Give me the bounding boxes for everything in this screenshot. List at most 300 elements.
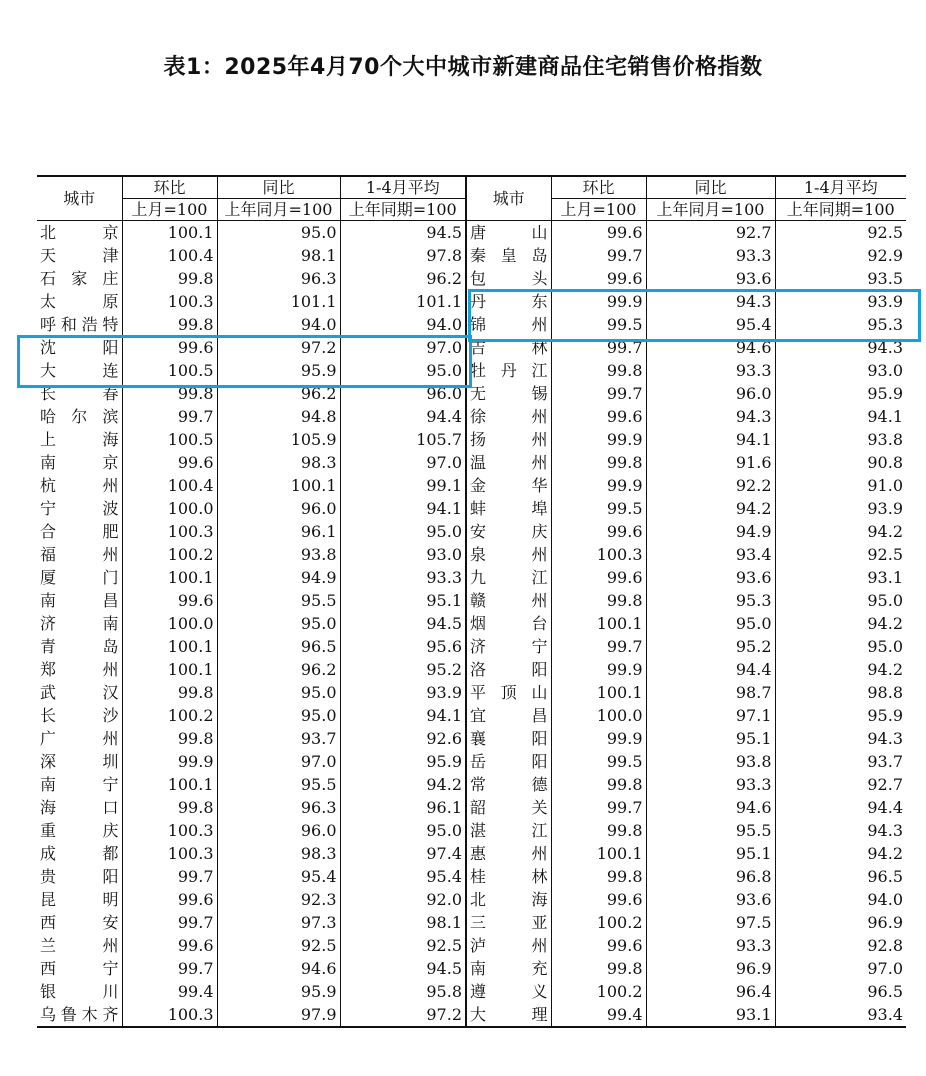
city-name-left: 哈尔滨 <box>40 407 119 426</box>
city-name-left: 北京 <box>40 223 119 242</box>
avg-value-left: 93.9 <box>340 681 466 704</box>
city-name-right: 赣州 <box>466 589 551 612</box>
avg-value-right: 95.0 <box>775 589 906 612</box>
avg-value-right: 93.7 <box>775 750 906 773</box>
yoy-value-left: 96.3 <box>217 796 340 819</box>
mom-value-left: 100.3 <box>122 520 217 543</box>
table-row <box>37 819 906 842</box>
avg-value-left: 92.6 <box>340 727 466 750</box>
city-name-left: 西安 <box>40 913 119 932</box>
mom-value-right: 99.6 <box>551 934 646 957</box>
mom-value-right: 99.9 <box>551 428 646 451</box>
yoy-value-right: 94.4 <box>646 658 775 681</box>
city-name-left: 太原 <box>40 292 119 311</box>
city-name-left: 深圳 <box>40 752 119 771</box>
avg-value-left: 95.8 <box>340 980 466 1003</box>
avg-value-right: 94.1 <box>775 405 906 428</box>
mom-value-left: 100.1 <box>122 658 217 681</box>
mom-value-right: 100.2 <box>551 911 646 934</box>
city-name-left: 武汉 <box>40 683 119 702</box>
avg-value-right: 94.3 <box>775 819 906 842</box>
avg-value-left: 94.5 <box>340 221 466 245</box>
avg-value-right: 98.8 <box>775 681 906 704</box>
header-yoy-base-right: 上年同月=100 <box>646 199 775 221</box>
mom-value-left: 99.8 <box>122 796 217 819</box>
mom-value-right: 99.7 <box>551 796 646 819</box>
table-row <box>37 658 906 681</box>
header-mom-right: 环比 <box>551 176 646 199</box>
city-name-left: 乌鲁木齐 <box>37 1003 122 1027</box>
avg-value-right: 93.9 <box>775 290 906 313</box>
city-name-left: 长春 <box>40 384 119 403</box>
mom-value-left: 99.6 <box>122 934 217 957</box>
table-row <box>37 750 906 773</box>
avg-value-left: 95.0 <box>340 819 466 842</box>
city-name-left: 大连 <box>40 361 119 380</box>
mom-value-right: 99.6 <box>551 221 646 245</box>
yoy-value-left: 95.4 <box>217 865 340 888</box>
table-row <box>37 382 906 405</box>
avg-value-left: 97.0 <box>340 336 466 359</box>
table-row <box>37 566 906 589</box>
header-row-top <box>37 176 906 199</box>
table-row <box>37 221 906 245</box>
yoy-value-right: 95.0 <box>646 612 775 635</box>
avg-value-left: 95.0 <box>340 520 466 543</box>
avg-value-right: 93.4 <box>775 1003 906 1027</box>
header-yoy-right: 同比 <box>646 176 775 199</box>
yoy-value-right: 98.7 <box>646 681 775 704</box>
avg-value-left: 94.5 <box>340 612 466 635</box>
mom-value-right: 99.6 <box>551 405 646 428</box>
city-name-left: 海口 <box>40 798 119 817</box>
table-row <box>37 612 906 635</box>
yoy-value-left: 95.0 <box>217 221 340 245</box>
city-name-right: 泉州 <box>466 543 551 566</box>
mom-value-left: 100.4 <box>122 474 217 497</box>
yoy-value-right: 97.1 <box>646 704 775 727</box>
mom-value-left: 99.6 <box>122 888 217 911</box>
mom-value-left: 99.6 <box>122 589 217 612</box>
avg-value-right: 95.9 <box>775 382 906 405</box>
city-name-right: 洛阳 <box>466 658 551 681</box>
mom-value-left: 99.8 <box>122 313 217 336</box>
mom-value-left: 99.7 <box>122 405 217 428</box>
mom-value-left: 99.6 <box>122 451 217 474</box>
table-row <box>37 934 906 957</box>
table-row <box>37 520 906 543</box>
mom-value-right: 100.2 <box>551 980 646 1003</box>
yoy-value-right: 93.3 <box>646 359 775 382</box>
city-name-right: 济宁 <box>466 635 551 658</box>
avg-value-left: 95.9 <box>340 750 466 773</box>
avg-value-left: 96.1 <box>340 796 466 819</box>
table-row <box>37 888 906 911</box>
city-name-right: 吉林 <box>466 336 551 359</box>
avg-value-right: 96.5 <box>775 980 906 1003</box>
mom-value-right: 99.8 <box>551 359 646 382</box>
mom-value-left: 100.3 <box>122 842 217 865</box>
mom-value-right: 100.1 <box>551 842 646 865</box>
avg-value-right: 96.5 <box>775 865 906 888</box>
mom-value-right: 99.8 <box>551 773 646 796</box>
city-name-left: 青岛 <box>40 637 119 656</box>
mom-value-right: 100.1 <box>551 612 646 635</box>
yoy-value-right: 93.6 <box>646 888 775 911</box>
city-name-right: 湛江 <box>466 819 551 842</box>
yoy-value-right: 95.5 <box>646 819 775 842</box>
mom-value-left: 100.2 <box>122 704 217 727</box>
table-row <box>37 290 906 313</box>
avg-value-right: 93.8 <box>775 428 906 451</box>
yoy-value-right: 94.1 <box>646 428 775 451</box>
yoy-value-right: 94.9 <box>646 520 775 543</box>
city-name-left: 南宁 <box>40 775 119 794</box>
city-name-right: 襄阳 <box>466 727 551 750</box>
mom-value-right: 99.9 <box>551 727 646 750</box>
table-row <box>37 359 906 382</box>
mom-value-right: 99.5 <box>551 313 646 336</box>
mom-value-left: 99.8 <box>122 267 217 290</box>
table-row <box>37 796 906 819</box>
city-name-left: 石家庄 <box>40 269 119 288</box>
mom-value-right: 99.9 <box>551 658 646 681</box>
yoy-value-right: 95.4 <box>646 313 775 336</box>
mom-value-right: 99.5 <box>551 497 646 520</box>
avg-value-left: 101.1 <box>340 290 466 313</box>
city-name-left: 昆明 <box>40 890 119 909</box>
avg-value-right: 92.9 <box>775 244 906 267</box>
table-row <box>37 704 906 727</box>
city-name-right: 常德 <box>466 773 551 796</box>
yoy-value-left: 96.2 <box>217 382 340 405</box>
yoy-value-right: 94.3 <box>646 290 775 313</box>
city-name-right: 泸州 <box>466 934 551 957</box>
yoy-value-right: 93.8 <box>646 750 775 773</box>
city-name-left: 银川 <box>40 982 119 1001</box>
city-name-left: 上海 <box>40 430 119 449</box>
mom-value-left: 99.8 <box>122 681 217 704</box>
city-name-right: 锦州 <box>466 313 551 336</box>
mom-value-right: 99.8 <box>551 589 646 612</box>
avg-value-left: 96.2 <box>340 267 466 290</box>
yoy-value-right: 93.3 <box>646 244 775 267</box>
avg-value-right: 92.5 <box>775 543 906 566</box>
yoy-value-left: 97.0 <box>217 750 340 773</box>
mom-value-right: 99.8 <box>551 865 646 888</box>
city-name-right: 牡丹江 <box>466 359 551 382</box>
mom-value-right: 99.7 <box>551 382 646 405</box>
city-name-left: 重庆 <box>40 821 119 840</box>
yoy-value-left: 95.5 <box>217 773 340 796</box>
avg-value-right: 93.0 <box>775 359 906 382</box>
yoy-value-right: 93.3 <box>646 934 775 957</box>
city-name-right: 韶关 <box>466 796 551 819</box>
avg-value-left: 97.8 <box>340 244 466 267</box>
city-name-right: 丹东 <box>466 290 551 313</box>
table-body <box>37 221 906 1028</box>
mom-value-right: 99.4 <box>551 1003 646 1027</box>
mom-value-right: 99.6 <box>551 888 646 911</box>
city-name-right: 桂林 <box>466 865 551 888</box>
mom-value-right: 99.8 <box>551 451 646 474</box>
table-row <box>37 405 906 428</box>
avg-value-left: 97.4 <box>340 842 466 865</box>
avg-value-right: 97.0 <box>775 957 906 980</box>
table-row <box>37 589 906 612</box>
yoy-value-right: 96.9 <box>646 957 775 980</box>
city-name-left: 沈阳 <box>40 338 119 357</box>
avg-value-right: 94.4 <box>775 796 906 819</box>
mom-value-left: 100.2 <box>122 543 217 566</box>
header-city-right: 城市 <box>466 176 551 221</box>
header-avg-base-left: 上年同期=100 <box>340 199 466 221</box>
yoy-value-right: 96.0 <box>646 382 775 405</box>
city-name-left: 南昌 <box>40 591 119 610</box>
city-name-left: 呼和浩特 <box>40 315 119 334</box>
mom-value-left: 100.3 <box>122 1003 217 1027</box>
city-name-right: 唐山 <box>466 221 551 245</box>
avg-value-left: 99.1 <box>340 474 466 497</box>
city-name-right: 平顶山 <box>466 681 551 704</box>
yoy-value-left: 101.1 <box>217 290 340 313</box>
mom-value-right: 99.6 <box>551 566 646 589</box>
yoy-value-right: 92.2 <box>646 474 775 497</box>
header-mom-base-left: 上月=100 <box>122 199 217 221</box>
city-name-right: 蚌埠 <box>466 497 551 520</box>
city-name-right: 岳阳 <box>466 750 551 773</box>
header-avg-base-right: 上年同期=100 <box>775 199 906 221</box>
city-name-right: 包头 <box>466 267 551 290</box>
city-name-left: 广州 <box>40 729 119 748</box>
yoy-value-right: 95.1 <box>646 727 775 750</box>
yoy-value-left: 95.9 <box>217 980 340 1003</box>
mom-value-right: 99.6 <box>551 520 646 543</box>
table-row <box>37 957 906 980</box>
avg-value-left: 95.1 <box>340 589 466 612</box>
mom-value-left: 100.1 <box>122 635 217 658</box>
mom-value-right: 99.9 <box>551 290 646 313</box>
yoy-value-left: 98.3 <box>217 842 340 865</box>
yoy-value-left: 93.7 <box>217 727 340 750</box>
city-name-right: 安庆 <box>466 520 551 543</box>
avg-value-right: 94.2 <box>775 612 906 635</box>
yoy-value-left: 105.9 <box>217 428 340 451</box>
city-name-right: 北海 <box>466 888 551 911</box>
yoy-value-left: 96.0 <box>217 497 340 520</box>
city-name-left: 兰州 <box>40 936 119 955</box>
avg-value-left: 95.4 <box>340 865 466 888</box>
city-name-right: 九江 <box>466 566 551 589</box>
city-name-right: 宜昌 <box>466 704 551 727</box>
city-name-left: 杭州 <box>40 476 119 495</box>
table-row <box>37 911 906 934</box>
mom-value-right: 99.8 <box>551 957 646 980</box>
mom-value-left: 99.6 <box>122 336 217 359</box>
yoy-value-left: 95.5 <box>217 589 340 612</box>
city-name-left: 福州 <box>40 545 119 564</box>
avg-value-right: 94.3 <box>775 727 906 750</box>
table-row <box>37 336 906 359</box>
yoy-value-right: 93.6 <box>646 267 775 290</box>
mom-value-right: 100.0 <box>551 704 646 727</box>
yoy-value-right: 95.1 <box>646 842 775 865</box>
yoy-value-left: 94.8 <box>217 405 340 428</box>
yoy-value-left: 95.9 <box>217 359 340 382</box>
city-name-left: 成都 <box>40 844 119 863</box>
yoy-value-right: 93.3 <box>646 773 775 796</box>
avg-value-left: 92.5 <box>340 934 466 957</box>
avg-value-left: 96.0 <box>340 382 466 405</box>
yoy-value-left: 97.2 <box>217 336 340 359</box>
mom-value-left: 100.0 <box>122 612 217 635</box>
mom-value-right: 99.9 <box>551 474 646 497</box>
mom-value-left: 99.7 <box>122 865 217 888</box>
city-name-right: 扬州 <box>466 428 551 451</box>
city-name-right: 南充 <box>466 957 551 980</box>
city-name-right: 大理 <box>466 1003 551 1027</box>
city-name-right: 惠州 <box>466 842 551 865</box>
city-name-right: 金华 <box>466 474 551 497</box>
table-row <box>37 474 906 497</box>
city-name-left: 济南 <box>40 614 119 633</box>
mom-value-left: 99.4 <box>122 980 217 1003</box>
header-yoy-left: 同比 <box>217 176 340 199</box>
mom-value-left: 100.1 <box>122 773 217 796</box>
mom-value-left: 100.0 <box>122 497 217 520</box>
yoy-value-left: 94.0 <box>217 313 340 336</box>
yoy-value-left: 96.2 <box>217 658 340 681</box>
yoy-value-right: 91.6 <box>646 451 775 474</box>
table-row <box>37 980 906 1003</box>
city-name-right: 遵义 <box>466 980 551 1003</box>
mom-value-left: 100.5 <box>122 359 217 382</box>
table-row <box>37 428 906 451</box>
yoy-value-right: 95.2 <box>646 635 775 658</box>
table-row <box>37 1003 906 1027</box>
yoy-value-left: 92.5 <box>217 934 340 957</box>
yoy-value-left: 92.3 <box>217 888 340 911</box>
table-row <box>37 681 906 704</box>
avg-value-right: 95.0 <box>775 635 906 658</box>
avg-value-right: 95.9 <box>775 704 906 727</box>
mom-value-left: 99.7 <box>122 957 217 980</box>
mom-value-left: 99.8 <box>122 727 217 750</box>
city-name-right: 烟台 <box>466 612 551 635</box>
avg-value-right: 92.7 <box>775 773 906 796</box>
header-city-left: 城市 <box>37 176 122 221</box>
avg-value-right: 94.2 <box>775 842 906 865</box>
avg-value-left: 94.5 <box>340 957 466 980</box>
yoy-value-right: 93.4 <box>646 543 775 566</box>
mom-value-right: 99.8 <box>551 819 646 842</box>
yoy-value-right: 94.3 <box>646 405 775 428</box>
yoy-value-left: 95.0 <box>217 681 340 704</box>
yoy-value-right: 93.1 <box>646 1003 775 1027</box>
price-index-table <box>37 175 906 1028</box>
avg-value-left: 93.0 <box>340 543 466 566</box>
city-name-left: 合肥 <box>40 522 119 541</box>
avg-value-right: 92.5 <box>775 221 906 245</box>
table-row <box>37 244 906 267</box>
yoy-value-left: 96.5 <box>217 635 340 658</box>
mom-value-left: 100.3 <box>122 819 217 842</box>
table-row <box>37 773 906 796</box>
table-row <box>37 842 906 865</box>
avg-value-left: 94.4 <box>340 405 466 428</box>
table-row <box>37 635 906 658</box>
header-avg-right: 1-4月平均 <box>775 176 906 199</box>
avg-value-right: 94.3 <box>775 336 906 359</box>
yoy-value-left: 97.9 <box>217 1003 340 1027</box>
avg-value-left: 105.7 <box>340 428 466 451</box>
city-name-left: 南京 <box>40 453 119 472</box>
city-name-left: 天津 <box>40 246 119 265</box>
yoy-value-right: 96.8 <box>646 865 775 888</box>
yoy-value-right: 94.6 <box>646 796 775 819</box>
mom-value-right: 99.5 <box>551 750 646 773</box>
header-yoy-base-left: 上年同月=100 <box>217 199 340 221</box>
avg-value-right: 90.8 <box>775 451 906 474</box>
avg-value-right: 93.1 <box>775 566 906 589</box>
avg-value-left: 98.1 <box>340 911 466 934</box>
avg-value-left: 92.0 <box>340 888 466 911</box>
city-name-right: 无锡 <box>466 382 551 405</box>
yoy-value-left: 96.0 <box>217 819 340 842</box>
header-mom-left: 环比 <box>122 176 217 199</box>
city-name-left: 郑州 <box>40 660 119 679</box>
city-name-right: 徐州 <box>466 405 551 428</box>
avg-value-right: 93.9 <box>775 497 906 520</box>
yoy-value-left: 100.1 <box>217 474 340 497</box>
city-name-right: 秦皇岛 <box>466 244 551 267</box>
page-title: 表1：2025年4月70个大中城市新建商品住宅销售价格指数 <box>163 55 763 80</box>
city-name-left: 厦门 <box>40 568 119 587</box>
yoy-value-left: 95.0 <box>217 612 340 635</box>
yoy-value-left: 97.3 <box>217 911 340 934</box>
yoy-value-left: 96.1 <box>217 520 340 543</box>
avg-value-left: 97.2 <box>340 1003 466 1027</box>
avg-value-left: 95.6 <box>340 635 466 658</box>
city-name-left: 宁波 <box>40 499 119 518</box>
yoy-value-right: 96.4 <box>646 980 775 1003</box>
yoy-value-left: 95.0 <box>217 704 340 727</box>
mom-value-left: 99.8 <box>122 382 217 405</box>
avg-value-left: 94.1 <box>340 497 466 520</box>
city-name-left: 长沙 <box>40 706 119 725</box>
mom-value-right: 99.6 <box>551 267 646 290</box>
yoy-value-left: 98.3 <box>217 451 340 474</box>
yoy-value-left: 93.8 <box>217 543 340 566</box>
mom-value-left: 100.4 <box>122 244 217 267</box>
table-row <box>37 497 906 520</box>
avg-value-right: 93.5 <box>775 267 906 290</box>
table-row <box>37 543 906 566</box>
yoy-value-left: 94.6 <box>217 957 340 980</box>
avg-value-right: 94.2 <box>775 520 906 543</box>
yoy-value-left: 98.1 <box>217 244 340 267</box>
mom-value-left: 100.1 <box>122 221 217 245</box>
table-row <box>37 727 906 750</box>
yoy-value-right: 97.5 <box>646 911 775 934</box>
mom-value-right: 100.1 <box>551 681 646 704</box>
mom-value-left: 99.9 <box>122 750 217 773</box>
mom-value-right: 99.7 <box>551 244 646 267</box>
avg-value-right: 94.0 <box>775 888 906 911</box>
avg-value-left: 94.0 <box>340 313 466 336</box>
mom-value-left: 100.1 <box>122 566 217 589</box>
city-name-right: 三亚 <box>466 911 551 934</box>
